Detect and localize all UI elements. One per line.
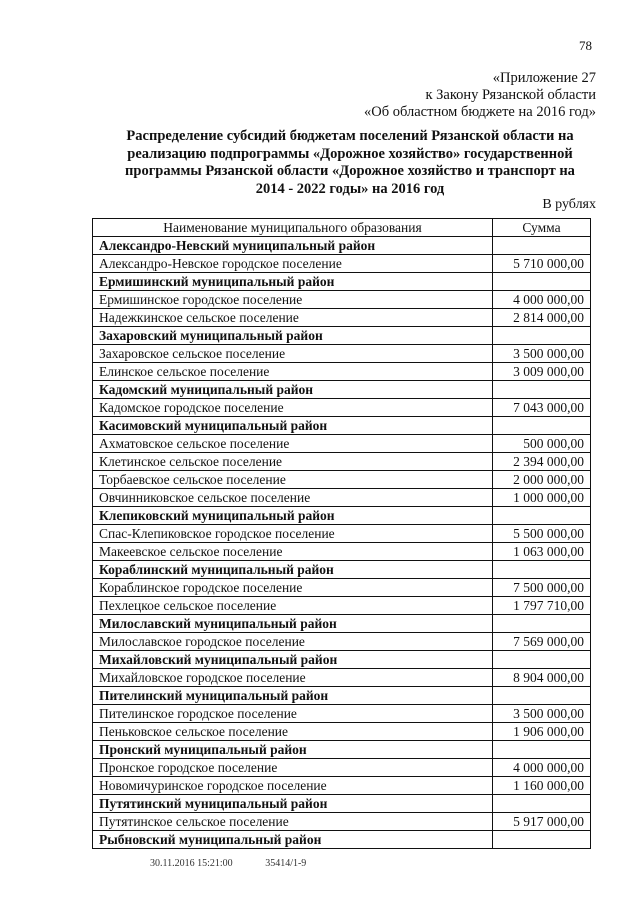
subsidy-amount: 3 500 000,00 [493, 705, 591, 723]
district-row [93, 237, 591, 255]
column-header-amount: Сумма [493, 219, 591, 237]
settlement-row [93, 309, 591, 327]
settlement-row [93, 363, 591, 381]
district-row [93, 741, 591, 759]
units-label: В рублях [542, 197, 596, 212]
settlement-row [93, 579, 591, 597]
settlement-name: Ахматовское сельское поселение [93, 435, 493, 453]
footer-document-id: 35414/1-9 [265, 858, 307, 869]
subsidy-table [92, 218, 591, 849]
settlement-row [93, 435, 591, 453]
settlement-name: Макеевское сельское поселение [93, 543, 493, 561]
district-row [93, 615, 591, 633]
district-row [93, 561, 591, 579]
district-name: Пронский муниципальный район [93, 741, 493, 759]
settlement-name: Пеньковское сельское поселение [93, 723, 493, 741]
district-name: Кораблинский муниципальный район [93, 561, 493, 579]
subsidy-amount [493, 237, 591, 255]
district-name: Александро-Невский муниципальный район [93, 237, 493, 255]
settlement-name: Путятинское сельское поселение [93, 813, 493, 831]
subsidy-amount: 5 500 000,00 [493, 525, 591, 543]
subsidy-amount [493, 687, 591, 705]
appendix-header [364, 70, 596, 121]
settlement-name: Пехлецкое сельское поселение [93, 597, 493, 615]
subsidy-amount [493, 561, 591, 579]
settlement-name: Захаровское сельское поселение [93, 345, 493, 363]
title-line: Распределение субсидий бюджетам поселений Рязанской области на [126, 128, 574, 144]
settlement-row [93, 453, 591, 471]
subsidy-amount: 5 710 000,00 [493, 255, 591, 273]
title-line: программы Рязанской области «Дорожное хозяйство и транспорт на [125, 163, 575, 179]
subsidy-amount: 1 906 000,00 [493, 723, 591, 741]
subsidy-amount: 7 043 000,00 [493, 399, 591, 417]
table-body [93, 237, 591, 849]
district-row [93, 381, 591, 399]
settlement-row [93, 597, 591, 615]
subsidy-amount: 4 000 000,00 [493, 291, 591, 309]
district-name: Захаровский муниципальный район [93, 327, 493, 345]
district-name: Клепиковский муниципальный район [93, 507, 493, 525]
settlement-name: Александро-Невское городское поселение [93, 255, 493, 273]
settlement-name: Овчинниковское сельское поселение [93, 489, 493, 507]
district-name: Кадомский муниципальный район [93, 381, 493, 399]
settlement-row [93, 345, 591, 363]
subsidy-amount [493, 507, 591, 525]
subsidy-amount: 2 394 000,00 [493, 453, 591, 471]
settlement-name: Михайловское городское поселение [93, 669, 493, 687]
settlement-row [93, 489, 591, 507]
district-row [93, 327, 591, 345]
settlement-row [93, 543, 591, 561]
settlement-row [93, 291, 591, 309]
settlement-row [93, 255, 591, 273]
subsidy-amount: 1 797 710,00 [493, 597, 591, 615]
subsidy-amount: 8 904 000,00 [493, 669, 591, 687]
settlement-name: Торбаевское сельское поселение [93, 471, 493, 489]
subsidy-amount [493, 795, 591, 813]
subsidy-amount: 500 000,00 [493, 435, 591, 453]
budget-law-line: «Об областном бюджете на 2016 год» [364, 104, 596, 120]
title-line: реализацию подпрограммы «Дорожное хозяйство» государственной [127, 145, 573, 162]
appendix-line: «Приложение 27 [492, 70, 596, 86]
settlement-row [93, 669, 591, 687]
subsidy-amount: 2 000 000,00 [493, 471, 591, 489]
settlement-name: Кораблинское городское поселение [93, 579, 493, 597]
settlement-name: Ермишинское городское поселение [93, 291, 493, 309]
district-row [93, 507, 591, 525]
district-name: Ермишинский муниципальный район [93, 273, 493, 291]
law-reference-line: к Закону Рязанской области [425, 87, 596, 103]
subsidy-amount [493, 417, 591, 435]
settlement-row [93, 777, 591, 795]
district-row [93, 273, 591, 291]
settlement-name: Пронское городское поселение [93, 759, 493, 777]
title-line: 2014 - 2022 годы» на 2016 год [255, 180, 445, 197]
subsidy-amount: 1 063 000,00 [493, 543, 591, 561]
document-title [100, 128, 600, 198]
settlement-name: Елинское сельское поселение [93, 363, 493, 381]
district-row [93, 831, 591, 849]
district-name: Путятинский муниципальный район [93, 795, 493, 813]
settlement-name: Клетинское сельское поселение [93, 453, 493, 471]
page-number: 78 [579, 38, 592, 53]
subsidy-amount [493, 741, 591, 759]
subsidy-amount: 7 569 000,00 [493, 633, 591, 651]
district-name: Пителинский муниципальный район [93, 687, 493, 705]
district-row [93, 687, 591, 705]
subsidy-amount: 5 917 000,00 [493, 813, 591, 831]
subsidy-amount: 3 009 000,00 [493, 363, 591, 381]
district-row [93, 795, 591, 813]
district-name: Милославский муниципальный район [93, 615, 493, 633]
settlement-name: Спас-Клепиковское городское поселение [93, 525, 493, 543]
settlement-row [93, 759, 591, 777]
column-header-name: Наименование муниципального образования [93, 219, 493, 237]
subsidy-amount [493, 327, 591, 345]
settlement-row [93, 471, 591, 489]
settlement-name: Пителинское городское поселение [93, 705, 493, 723]
settlement-name: Новомичуринское городское поселение [93, 777, 493, 795]
subsidy-amount: 2 814 000,00 [493, 309, 591, 327]
settlement-row [93, 813, 591, 831]
subsidy-amount: 3 500 000,00 [493, 345, 591, 363]
district-row [93, 651, 591, 669]
footer-timestamp: 30.11.2016 15:21:00 [150, 858, 233, 869]
subsidy-amount: 4 000 000,00 [493, 759, 591, 777]
settlement-row [93, 399, 591, 417]
settlement-row [93, 633, 591, 651]
table-header-row [93, 219, 591, 237]
subsidy-amount: 1 160 000,00 [493, 777, 591, 795]
district-name: Касимовский муниципальный район [93, 417, 493, 435]
settlement-name: Кадомское городское поселение [93, 399, 493, 417]
settlement-row [93, 525, 591, 543]
district-name: Рыбновский муниципальный район [93, 831, 493, 849]
subsidy-amount [493, 831, 591, 849]
district-row [93, 417, 591, 435]
settlement-row [93, 705, 591, 723]
settlement-name: Надежкинское сельское поселение [93, 309, 493, 327]
settlement-name: Милославское городское поселение [93, 633, 493, 651]
subsidy-amount: 7 500 000,00 [493, 579, 591, 597]
subsidy-amount [493, 381, 591, 399]
subsidy-amount [493, 273, 591, 291]
settlement-row [93, 723, 591, 741]
page-footer [150, 858, 306, 869]
subsidy-amount [493, 651, 591, 669]
subsidy-amount: 1 000 000,00 [493, 489, 591, 507]
subsidy-amount [493, 615, 591, 633]
district-name: Михайловский муниципальный район [93, 651, 493, 669]
